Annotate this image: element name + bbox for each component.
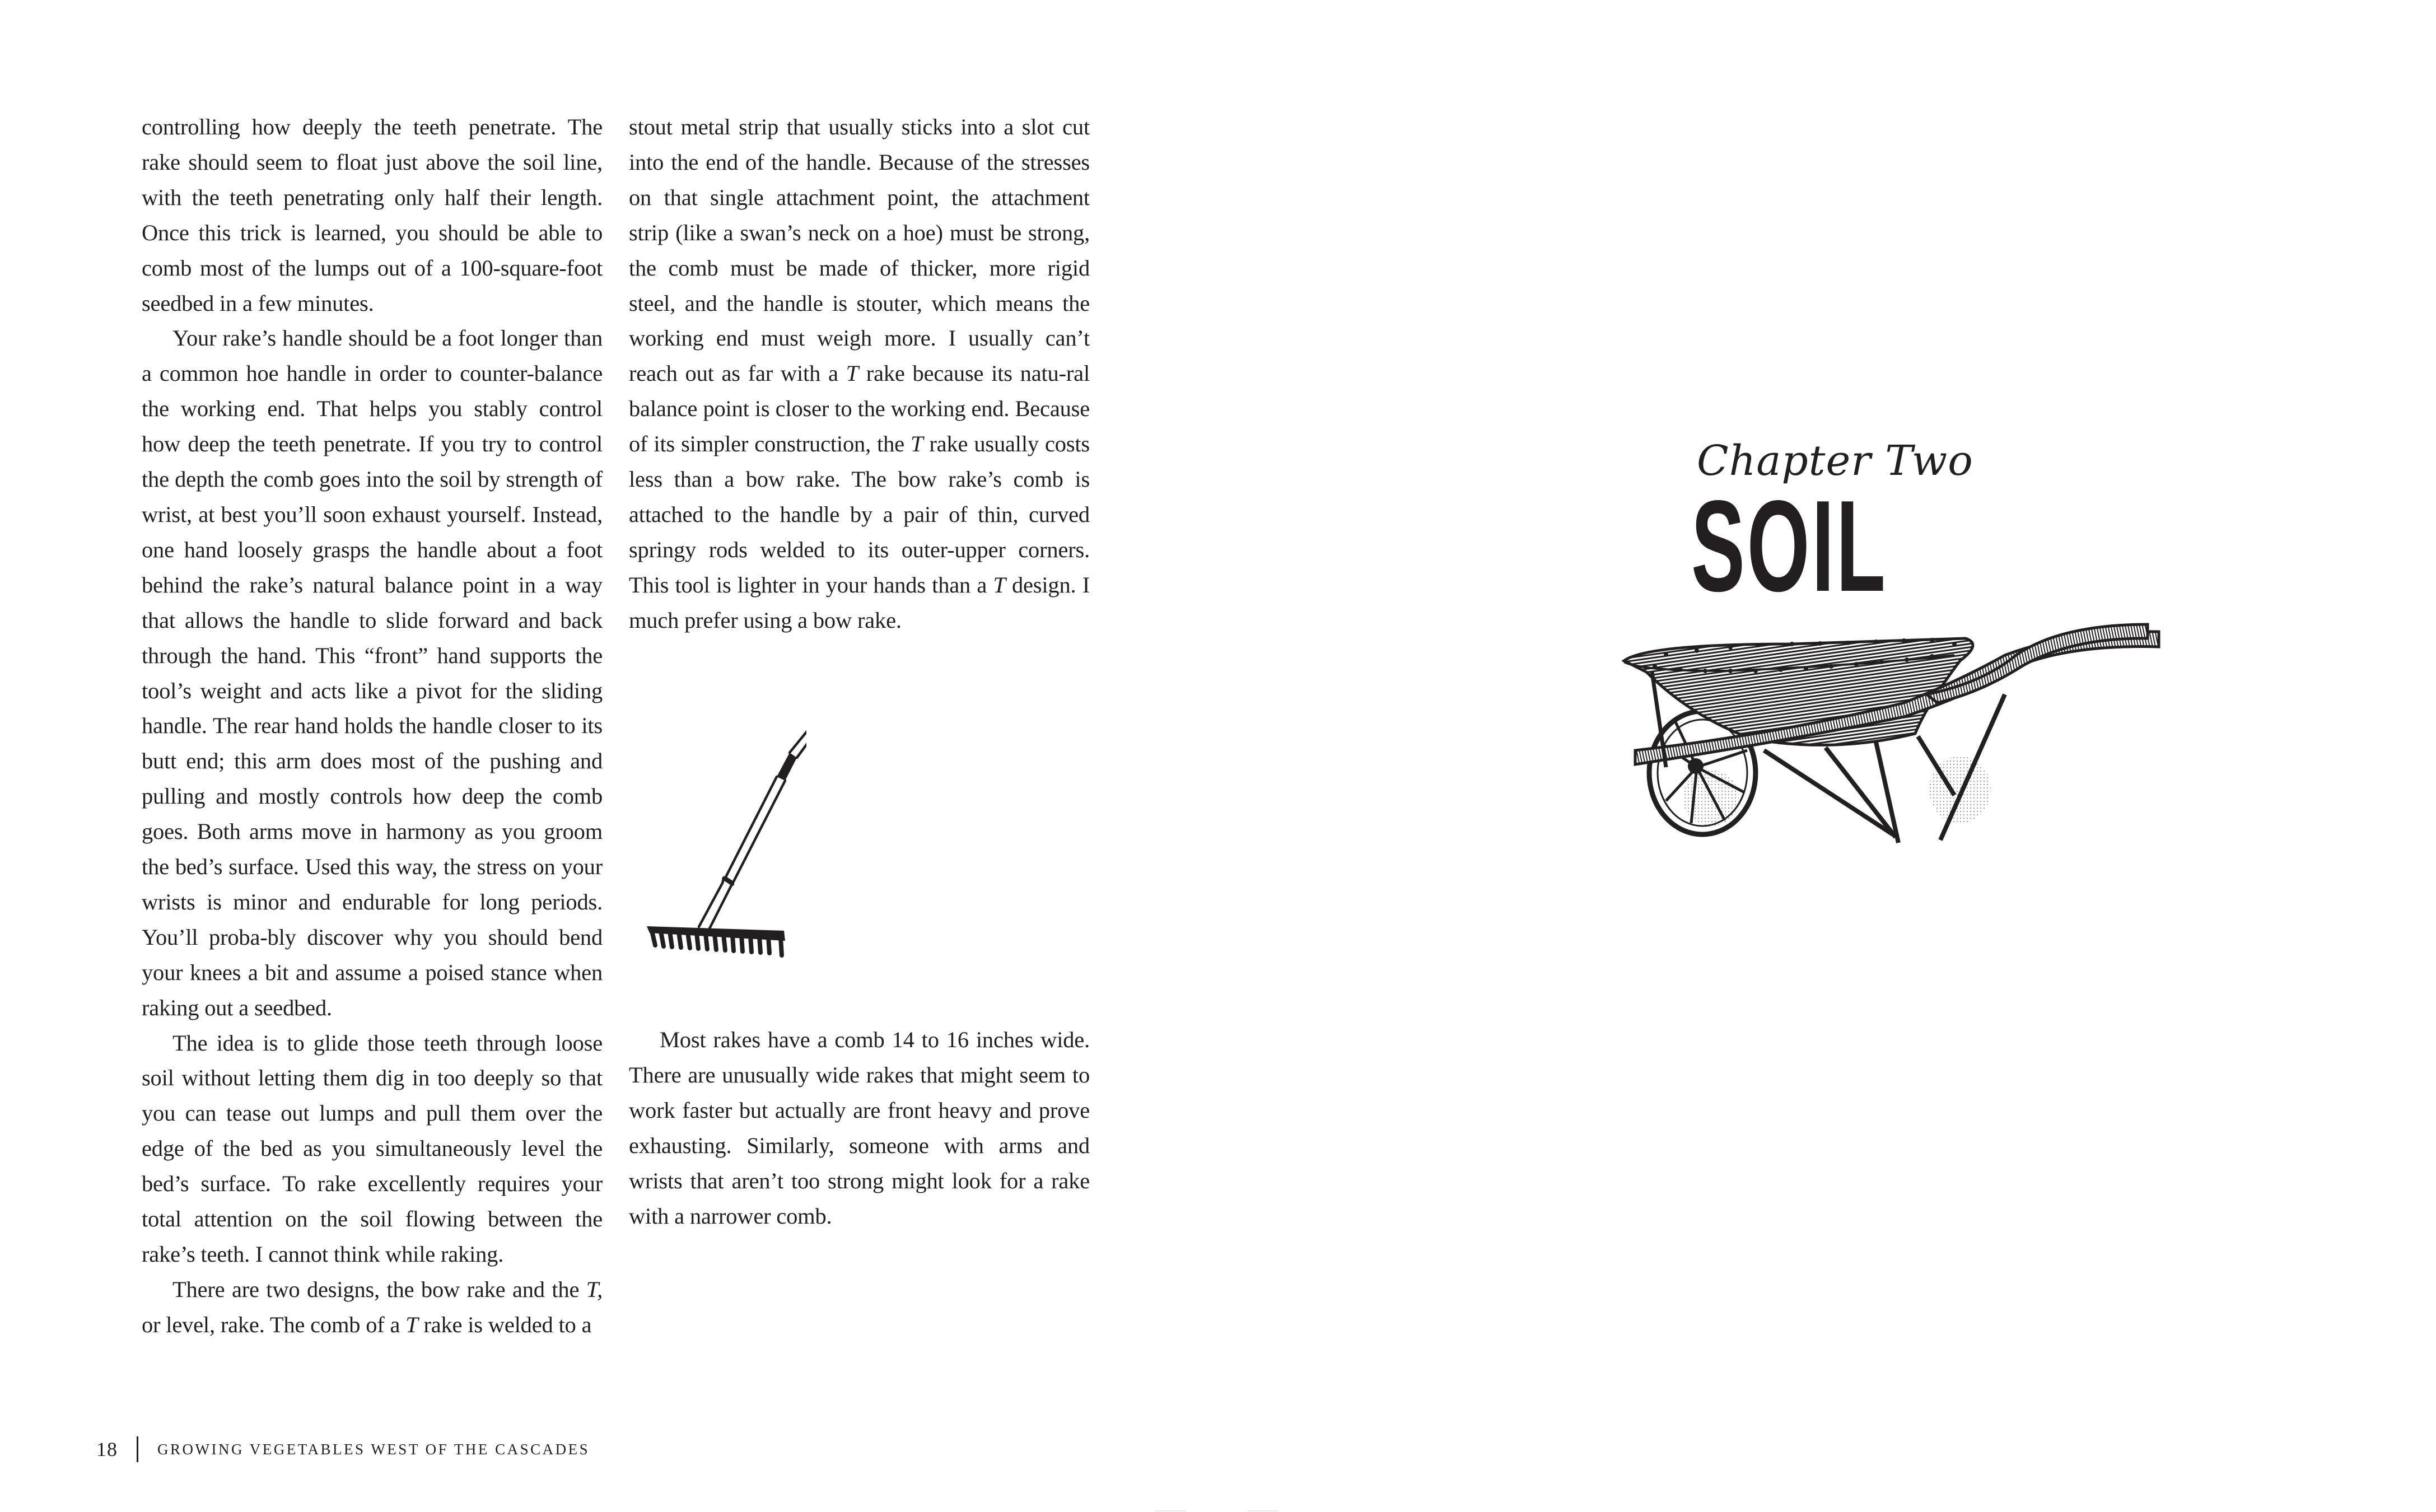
italic-letter: T, — [586, 1276, 603, 1302]
text-column-right — [629, 110, 1090, 638]
page-number: 18 — [96, 1438, 118, 1460]
page-footer — [96, 1432, 590, 1466]
paragraph: Your rake’s handle should be a foot longer than a common hoe handle in order to counter-balance the working end. That helps you stably control how deep the teeth penetrate. If you try to control the depth the comb goes into the soil by strength of wrist, at best you’ll soon exhaust yourself. Instead, one hand loosely grasps the handle about a foot behind the rake’s natural balance point in a way that allows the handle to slide forward and back through the hand. This “front” hand supports the tool’s weight and acts like a pivot for the sliding handle. The rear hand holds the handle closer to its butt end; this arm does most of the pushing and pulling and mostly controls how deep the comb goes. Both arms move in harmony as you groom the bed’s surface. Used this way, the stress on your wrists is minor and endurable for long periods. You’ll proba-bly discover why you should bend your knees a bit and assume a poised stance when raking out a seedbed. — [142, 325, 603, 1020]
italic-letter: T — [993, 572, 1006, 598]
text-run: stout metal strip that usually sticks into a slot cut into the end of the handle. Because of the stresses on that single attachment point, the attachment strip (like a swan’s neck on a hoe) must be strong, the comb must be made of thicker, more rigid steel, and the handle is stouter, which means the working end must weigh more. I usually can’t reach out as far with a — [629, 114, 1090, 386]
paragraph: controlling how deeply the teeth penetrate. The rake should seem to float just above the soil line, with the teeth penetrating only half their length. Once this trick is learned, you should be able to comb most of the lumps out of a 100-square-foot seedbed in a few minutes. — [142, 114, 603, 316]
gutter-mark — [1155, 1510, 1186, 1511]
footer-divider — [137, 1436, 138, 1462]
gutter-mark — [1248, 1510, 1278, 1511]
chapter-title: SOIL — [1691, 474, 1888, 619]
text-run: rake because its natu-ral balance point is closer to the working end. Because of its simpler construction, the — [629, 361, 1090, 457]
text-run: rake is welded to a — [418, 1312, 592, 1337]
wheelbarrow-illustration — [1613, 622, 2173, 846]
italic-letter: T — [846, 361, 858, 386]
rake-illustration — [644, 678, 806, 980]
text-run: design. I much prefer using a bow rake. — [629, 572, 1090, 633]
text-column-left — [142, 110, 603, 1343]
text-column-right-lower — [629, 1023, 1090, 1234]
running-head: GROWING VEGETABLES WEST OF THE CASCADES — [157, 1440, 590, 1458]
paragraph — [629, 110, 1090, 638]
paragraph: The idea is to glide those teeth through loose soil without letting them dig in too deeply so that you can tease out lumps and pull them over the edge of the bed as you simultaneously level the bed’s surface. To rake excellently requires your total attention on the soil flowing between the rake’s teeth. I cannot think while raking. — [142, 1030, 603, 1267]
text-run: There are two designs, the bow rake and the — [172, 1276, 586, 1302]
text-run: or level, rake. The comb of a — [142, 1312, 406, 1337]
paragraph: Most rakes have a comb 14 to 16 inches wide. There are unusually wide rakes that might seem to work faster but actually are front heavy and prove exhausting. Similarly, someone with arms and wrists that aren’t too strong might look for a rake with a narrower comb. — [629, 1027, 1090, 1229]
italic-letter: T — [911, 431, 923, 457]
paragraph — [142, 1272, 603, 1343]
text-run: rake usually costs less than a bow rake. The bow rake’s comb is attached to the handle by a pair of thin, curved springy rods welded to its outer-upper corners. This tool is lighter in your hands than a — [629, 431, 1090, 598]
chapter-label: Chapter Two — [1697, 437, 1973, 485]
italic-letter: T — [405, 1312, 418, 1337]
